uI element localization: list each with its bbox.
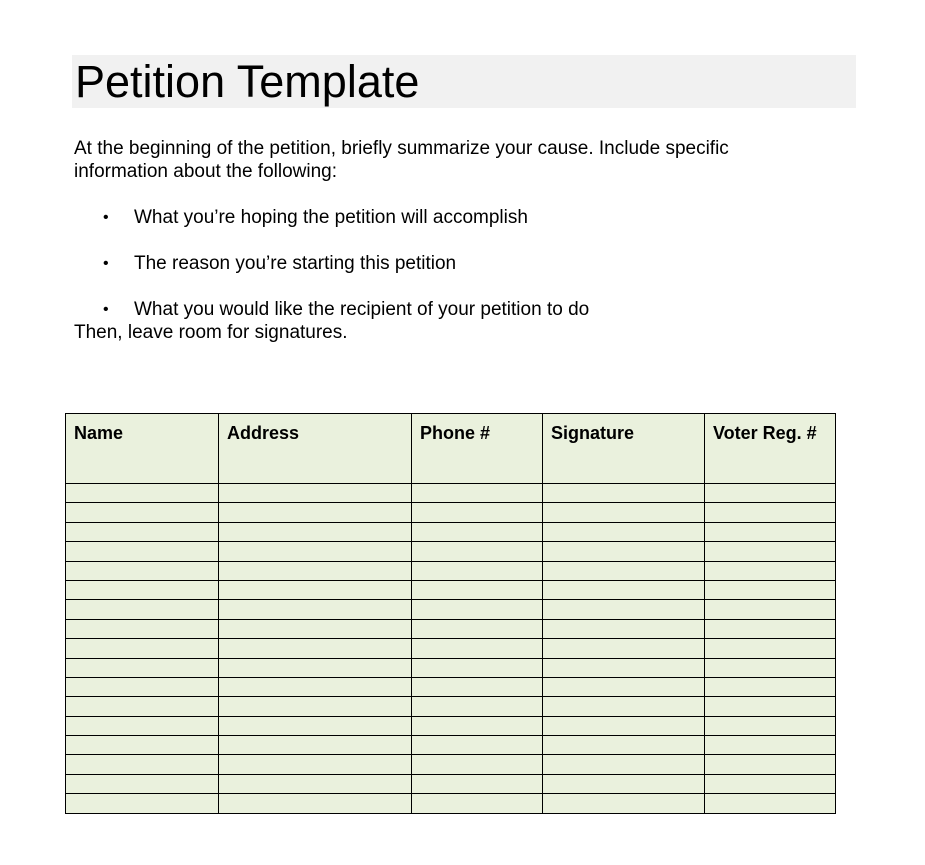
signature-cell-voter-reg[interactable] [705,503,836,522]
table-header-row [66,414,836,484]
signature-cell-address[interactable] [219,736,412,755]
table-row [66,755,836,774]
signature-cell-voter-reg[interactable] [705,697,836,716]
signature-cell-name[interactable] [66,561,219,580]
signature-cell-voter-reg[interactable] [705,561,836,580]
signature-cell-phone[interactable] [412,639,543,658]
signature-cell-phone[interactable] [412,522,543,541]
signature-cell-phone[interactable] [412,794,543,813]
signature-cell-address[interactable] [219,697,412,716]
table-row [66,774,836,793]
signature-cell-signature[interactable] [543,736,705,755]
signature-cell-name[interactable] [66,522,219,541]
signature-cell-voter-reg[interactable] [705,677,836,696]
signature-cell-name[interactable] [66,755,219,774]
signature-cell-signature[interactable] [543,716,705,735]
signature-cell-signature[interactable] [543,580,705,599]
table-row [66,561,836,580]
signature-table-body [66,484,836,814]
table-row [66,580,836,599]
bullet-text: What you would like the recipient of your petition to do [134,299,590,320]
signature-cell-phone[interactable] [412,736,543,755]
signature-cell-name[interactable] [66,580,219,599]
signature-cell-phone[interactable] [412,755,543,774]
table-row [66,736,836,755]
signature-cell-signature[interactable] [543,561,705,580]
signature-cell-phone[interactable] [412,561,543,580]
signature-cell-name[interactable] [66,774,219,793]
signature-cell-name[interactable] [66,677,219,696]
column-header-voter-reg: Voter Reg. # [705,414,836,484]
table-row [66,600,836,619]
signature-cell-address[interactable] [219,580,412,599]
signature-cell-voter-reg[interactable] [705,619,836,638]
signature-cell-signature[interactable] [543,639,705,658]
signature-cell-address[interactable] [219,774,412,793]
signature-cell-voter-reg[interactable] [705,774,836,793]
signature-cell-signature[interactable] [543,774,705,793]
signature-cell-address[interactable] [219,522,412,541]
signature-cell-voter-reg[interactable] [705,580,836,599]
column-header-phone: Phone # [412,414,543,484]
signature-cell-address[interactable] [219,503,412,522]
table-row [66,677,836,696]
signature-cell-address[interactable] [219,716,412,735]
signature-cell-address[interactable] [219,542,412,561]
table-row [66,503,836,522]
column-header-signature: Signature [543,414,705,484]
signature-cell-name[interactable] [66,697,219,716]
signature-cell-address[interactable] [219,794,412,813]
bullet-text: What you’re hoping the petition will accomplish [134,207,528,228]
signature-cell-phone[interactable] [412,716,543,735]
table-row [66,658,836,677]
table-row [66,716,836,735]
bullet-text: The reason you’re starting this petition [134,253,457,274]
bullet-icon: • [103,209,109,226]
signature-cell-address[interactable] [219,619,412,638]
signature-cell-address[interactable] [219,639,412,658]
signature-cell-phone[interactable] [412,580,543,599]
signature-cell-phone[interactable] [412,774,543,793]
signature-cell-voter-reg[interactable] [705,639,836,658]
signature-cell-signature[interactable] [543,677,705,696]
signature-cell-name[interactable] [66,658,219,677]
signature-cell-signature[interactable] [543,794,705,813]
signature-cell-voter-reg[interactable] [705,522,836,541]
column-header-address: Address [219,414,412,484]
signature-cell-signature[interactable] [543,522,705,541]
signature-cell-signature[interactable] [543,755,705,774]
signature-cell-name[interactable] [66,794,219,813]
signature-cell-name[interactable] [66,639,219,658]
page-title: Petition Template [75,56,420,107]
signature-table [65,413,836,814]
signature-cell-name[interactable] [66,484,219,503]
signature-cell-address[interactable] [219,561,412,580]
signature-cell-voter-reg[interactable] [705,755,836,774]
table-row [66,794,836,813]
signature-cell-phone[interactable] [412,503,543,522]
signature-cell-name[interactable] [66,600,219,619]
signature-cell-voter-reg[interactable] [705,716,836,735]
bullet-icon: • [103,255,109,272]
signature-cell-signature[interactable] [543,484,705,503]
closing-line: Then, leave room for signatures. [74,322,348,343]
signature-cell-voter-reg[interactable] [705,484,836,503]
signature-cell-signature[interactable] [543,658,705,677]
signature-cell-voter-reg[interactable] [705,542,836,561]
bullet-icon: • [103,301,109,318]
table-row [66,697,836,716]
signature-cell-phone[interactable] [412,484,543,503]
signature-cell-phone[interactable] [412,677,543,696]
signature-cell-phone[interactable] [412,542,543,561]
signature-cell-address[interactable] [219,755,412,774]
signature-cell-name[interactable] [66,542,219,561]
signature-cell-signature[interactable] [543,600,705,619]
table-row [66,522,836,541]
signature-cell-phone[interactable] [412,600,543,619]
column-header-name: Name [66,414,219,484]
signature-cell-phone[interactable] [412,697,543,716]
signature-cell-phone[interactable] [412,658,543,677]
signature-cell-voter-reg[interactable] [705,736,836,755]
signature-cell-address[interactable] [219,677,412,696]
signature-cell-name[interactable] [66,503,219,522]
signature-cell-voter-reg[interactable] [705,658,836,677]
intro-paragraph: At the beginning of the petition, briefly summarize your cause. Include specific information about the following: [74,138,729,182]
signature-cell-signature[interactable] [543,619,705,638]
table-row [66,639,836,658]
signature-cell-address[interactable] [219,600,412,619]
table-row [66,484,836,503]
signature-cell-name[interactable] [66,716,219,735]
signature-cell-voter-reg[interactable] [705,600,836,619]
signature-cell-voter-reg[interactable] [705,794,836,813]
signature-cell-name[interactable] [66,736,219,755]
table-row [66,619,836,638]
signature-cell-address[interactable] [219,658,412,677]
signature-cell-signature[interactable] [543,542,705,561]
signature-cell-signature[interactable] [543,697,705,716]
signature-cell-phone[interactable] [412,619,543,638]
signature-cell-address[interactable] [219,484,412,503]
title-banner [72,55,856,108]
signature-cell-signature[interactable] [543,503,705,522]
signature-cell-name[interactable] [66,619,219,638]
table-row [66,542,836,561]
